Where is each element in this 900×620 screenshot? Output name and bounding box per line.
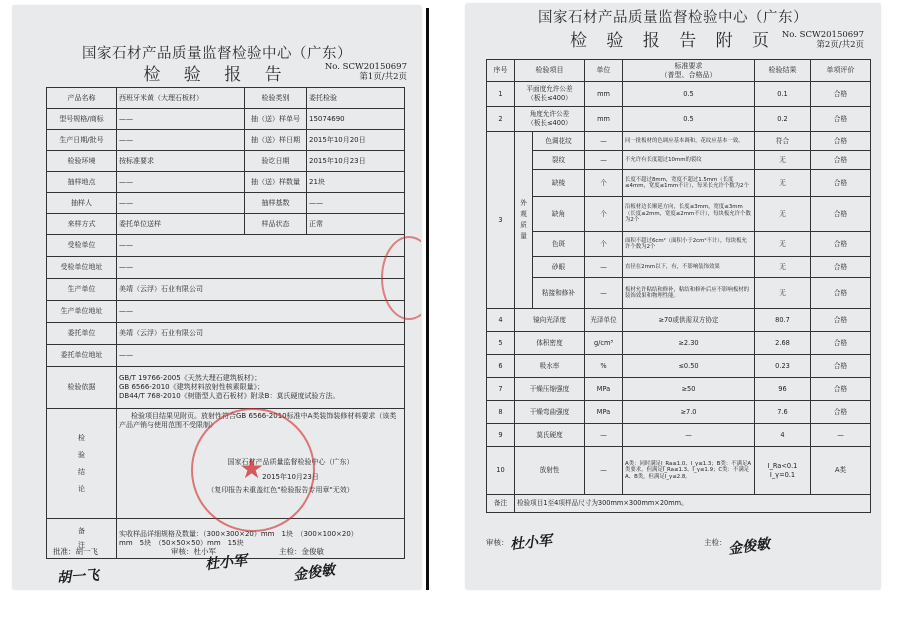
result-row — [487, 309, 871, 332]
unit: g/cm³ — [585, 332, 623, 355]
info-row — [47, 109, 405, 130]
requirement: 板材允许粘结和修补，粘结和修补后应不影响板材的装饰效果和物理性能。 — [623, 278, 755, 309]
field-value: 21块 — [307, 172, 405, 193]
inspector-label: 主检：金俊敏 — [279, 547, 324, 556]
result: 2.68 — [755, 332, 811, 355]
appendix-inspector-signature: 金俊敏 — [727, 536, 772, 558]
field-value: —— — [117, 130, 245, 151]
unit: — — [585, 447, 623, 495]
evaluation: 合格 — [811, 332, 871, 355]
evaluation: 合格 — [811, 132, 871, 151]
approver-label: 批准：胡一飞 — [53, 547, 98, 556]
result: 0.1 — [755, 82, 811, 107]
info-row — [47, 193, 405, 214]
inspector-signature: 金俊敏 — [292, 562, 337, 584]
row-number: 8 — [487, 401, 515, 424]
evaluation: 合格 — [811, 401, 871, 424]
column-header: 标准要求 （普型、合格品） — [623, 60, 755, 82]
row-number: 7 — [487, 378, 515, 401]
result-row — [487, 82, 871, 107]
requirement: 不允许有长度超过10mm的裂纹 — [623, 151, 755, 170]
evaluation: 合格 — [811, 309, 871, 332]
evaluation: — — [811, 424, 871, 447]
requirement: 0.5 — [623, 107, 755, 132]
evaluation: 合格 — [811, 232, 871, 257]
result: 无 — [755, 151, 811, 170]
field-value: 美靖（云浮）石业有限公司 — [117, 279, 405, 301]
remark-row — [487, 495, 871, 513]
info-row — [47, 235, 405, 257]
field-value: —— — [117, 172, 245, 193]
conclusion-note: （复印报告未重盖红色"检验报告专用章"无效） — [207, 486, 354, 494]
field-label: 委托单位地址 — [47, 345, 117, 367]
evaluation: 合格 — [811, 170, 871, 197]
conclusion-org: 国家石材产品质量监督检验中心（广东） — [227, 458, 354, 466]
info-row — [47, 345, 405, 367]
test-item: 放射性 — [515, 447, 585, 495]
remarks-line: mm 5块 （50×50×50）mm 15块 — [119, 538, 244, 547]
column-header: 检验项目 — [515, 60, 585, 82]
row-number: 3 — [487, 132, 515, 309]
test-item: 色斑 — [533, 232, 585, 257]
row-number: 5 — [487, 332, 515, 355]
row-number: 1 — [487, 82, 515, 107]
basis-line: DB44/T 768-2010《树脂型人造石板材》附录B：莫氏硬度试验方法。 — [119, 392, 340, 400]
test-item: 缺棱 — [533, 170, 585, 197]
unit: 光泽单位 — [585, 309, 623, 332]
test-item: 干燥压缩强度 — [515, 378, 585, 401]
field-label: 抽（送）样日期 — [245, 130, 307, 151]
conclusion-date: 2015年10月23日 — [262, 473, 319, 481]
info-row — [47, 257, 405, 279]
field-label: 检验类别 — [245, 88, 307, 109]
field-value: 西班牙米黄（大理石板材） — [117, 88, 245, 109]
info-row — [47, 172, 405, 193]
evaluation: 合格 — [811, 257, 871, 278]
requirement: 直径在2mm以下，有，不影响装饰效果 — [623, 257, 755, 278]
unit: MPa — [585, 401, 623, 424]
test-item: 砂眼 — [533, 257, 585, 278]
evaluation: 合格 — [811, 197, 871, 232]
appearance-row — [487, 151, 871, 170]
unit: 个 — [585, 197, 623, 232]
evaluation: A类 — [811, 447, 871, 495]
requirement: ≥70或供需双方协定 — [623, 309, 755, 332]
center-name-2: 国家石材产品质量监督检验中心（广东） — [538, 10, 808, 26]
result-row — [487, 424, 871, 447]
unit: — — [585, 132, 623, 151]
reviewer-signature: 杜小军 — [204, 552, 248, 574]
basis-line: GB/T 19766-2005《天然大理石建筑板材》； — [119, 374, 262, 382]
test-item: 粘接和修补 — [533, 278, 585, 309]
result: 无 — [755, 232, 811, 257]
field-label: 抽样人 — [47, 193, 117, 214]
field-value: 委托检验 — [307, 88, 405, 109]
evaluation: 合格 — [811, 107, 871, 132]
field-value: 15074690 — [307, 109, 405, 130]
info-row — [47, 214, 405, 235]
result-row — [487, 447, 871, 495]
unit: MPa — [585, 378, 623, 401]
result: 无 — [755, 278, 811, 309]
requirement: ≥2.30 — [623, 332, 755, 355]
results-header-row — [487, 60, 871, 82]
column-header: 序号 — [487, 60, 515, 82]
appearance-row — [487, 257, 871, 278]
report-page-2 — [466, 4, 880, 589]
field-value: 委托单位送样 — [117, 214, 245, 235]
remarks-line: 实收样品详细规格及数量：（300×300×20）mm 1块 （300×100×20） — [119, 529, 358, 538]
page-divider — [426, 8, 429, 590]
field-label: 受检单位 — [47, 235, 117, 257]
field-value: 2015年10月20日 — [307, 130, 405, 151]
appearance-group: 外观质量 — [515, 132, 533, 309]
result: 0.2 — [755, 107, 811, 132]
field-label: 抽样基数 — [245, 193, 307, 214]
conclusion-text: 检验项目结果见附页。放射性符合GB 6566-2010标准中A类装饰装修材料要求（该类产品产销与使用范围不受限制） — [119, 412, 397, 429]
row-number: 4 — [487, 309, 515, 332]
result-row — [487, 378, 871, 401]
field-value: —— — [307, 193, 405, 214]
result: 4 — [755, 424, 811, 447]
field-value: 正常 — [307, 214, 405, 235]
result: 80.7 — [755, 309, 811, 332]
unit: — — [585, 278, 623, 309]
report-title: 检 验 报 告 — [143, 65, 291, 85]
appearance-row — [487, 170, 871, 197]
result: 无 — [755, 257, 811, 278]
unit: mm — [585, 82, 623, 107]
field-label: 型号规格/商标 — [47, 109, 117, 130]
field-label: 样品状态 — [245, 214, 307, 235]
basis-line: GB 6566-2010《建筑材料放射性核素限量》； — [119, 383, 265, 391]
field-value: 2015年10月23日 — [307, 151, 405, 172]
conclusion-label-char: 论 — [78, 484, 85, 493]
unit: — — [585, 151, 623, 170]
field-value: —— — [117, 301, 405, 323]
row-number: 10 — [487, 447, 515, 495]
result: 符合 — [755, 132, 811, 151]
unit: 个 — [585, 170, 623, 197]
row-number: 9 — [487, 424, 515, 447]
report-page-1 — [13, 6, 421, 589]
result: 无 — [755, 197, 811, 232]
info-row — [47, 151, 405, 172]
requirement: 沿板材边长顺延方向，长度≤3mm，宽度≤3mm（长度≤2mm，宽度≤2mm不计），每块板允许个数为2个 — [623, 197, 755, 232]
requirement: 面积不超过6cm²（面积小于2cm²不计），每块板允许个数为2个 — [623, 232, 755, 257]
result-row — [487, 107, 871, 132]
appendix-inspector-label: 主检： — [704, 538, 727, 547]
requirement: 长度不超过8mm，宽度不超过1.5mm（长度≤4mm，宽度≤1mm不计），每米长允许个数为2个 — [623, 170, 755, 197]
requirement: ≤0.50 — [623, 355, 755, 378]
result: 0.23 — [755, 355, 811, 378]
field-value: 按标准要求 — [117, 151, 245, 172]
result: I_Ra<0.1 I_γ=0.1 — [755, 447, 811, 495]
test-item: 色调花纹 — [533, 132, 585, 151]
field-label: 生产单位地址 — [47, 301, 117, 323]
field-label: 抽样地点 — [47, 172, 117, 193]
unit: % — [585, 355, 623, 378]
field-label: 生产单位 — [47, 279, 117, 301]
result-row — [487, 332, 871, 355]
evaluation: 合格 — [811, 82, 871, 107]
unit: — — [585, 257, 623, 278]
test-item: 裂纹 — [533, 151, 585, 170]
remarks-label-char: 备 — [78, 527, 85, 535]
basis-value — [117, 367, 405, 409]
basis-row — [47, 367, 405, 409]
remark-value: 检验项目1至4项样品尺寸为300mm×300mm×20mm。 — [515, 495, 871, 513]
result-row — [487, 401, 871, 424]
center-name: 国家石材产品质量监督检验中心（广东） — [82, 46, 352, 62]
approver-signature: 胡一飞 — [56, 567, 100, 587]
info-row — [47, 279, 405, 301]
appearance-row — [487, 132, 871, 151]
remarks-label-char: 注 — [78, 541, 85, 549]
appearance-row — [487, 232, 871, 257]
field-value: —— — [117, 193, 245, 214]
result: 无 — [755, 170, 811, 197]
seal-star-icon: ★ — [239, 452, 265, 485]
test-item: 平面度允许公差 （板长≤400） — [515, 82, 585, 107]
evaluation: 合格 — [811, 378, 871, 401]
conclusion-label — [47, 409, 117, 519]
info-row — [47, 88, 405, 109]
test-item: 吸水率 — [515, 355, 585, 378]
report-no-text: No. SCW20150697 — [324, 62, 407, 72]
info-row — [47, 130, 405, 151]
report-number — [325, 62, 407, 82]
test-item: 莫氏硬度 — [515, 424, 585, 447]
field-value: —— — [117, 109, 245, 130]
field-label: 来样方式 — [47, 214, 117, 235]
appendix-reviewer-signature: 杜小军 — [509, 532, 553, 554]
field-label: 抽（送）样单号 — [245, 109, 307, 130]
appendix-reviewer-label: 审核： — [486, 538, 509, 547]
requirement: A类：同时满足I_Ra≤1.0、I_γ≤1.3；B类：不满足A类要求，但满足I_Ra≤1.3、I_γ≤1.9；C类：不满足A、B类，但满足I_γ≤2.8。 — [623, 447, 755, 495]
test-item: 体积密度 — [515, 332, 585, 355]
info-row — [47, 301, 405, 323]
page-number: 第1页/共2页 — [359, 72, 407, 82]
field-label: 生产日期/批号 — [47, 130, 117, 151]
field-value: —— — [117, 257, 405, 279]
row-number: 2 — [487, 107, 515, 132]
evaluation: 合格 — [811, 278, 871, 309]
test-item: 角度允许公差 （板长≤400） — [515, 107, 585, 132]
column-header: 单项评价 — [811, 60, 871, 82]
result: 7.6 — [755, 401, 811, 424]
requirement: ≥50 — [623, 378, 755, 401]
field-label: 委托单位 — [47, 323, 117, 345]
conclusion-label-char: 验 — [78, 450, 85, 459]
conclusion-label-char: 结 — [78, 467, 85, 476]
field-value: —— — [117, 345, 405, 367]
field-label: 产品名称 — [47, 88, 117, 109]
test-item: 干燥弯曲强度 — [515, 401, 585, 424]
field-label: 验讫日期 — [245, 151, 307, 172]
field-label: 抽（送）样数量 — [245, 172, 307, 193]
report-no-text-2: No. SCW20150697 — [781, 30, 864, 40]
test-item: 缺角 — [533, 197, 585, 232]
appearance-row — [487, 197, 871, 232]
remark-label: 备注 — [487, 495, 515, 513]
unit: — — [585, 424, 623, 447]
column-header: 单位 — [585, 60, 623, 82]
row-number: 6 — [487, 355, 515, 378]
reviewer-label: 审核：杜小军 — [171, 547, 216, 556]
report-number-2 — [782, 30, 864, 50]
unit: 个 — [585, 232, 623, 257]
appearance-row — [487, 278, 871, 309]
field-label: 受检单位地址 — [47, 257, 117, 279]
requirement: 0.5 — [623, 82, 755, 107]
evaluation: 合格 — [811, 355, 871, 378]
requirement: ≥7.0 — [623, 401, 755, 424]
appendix-title: 检 验 报 告 附 页 — [569, 31, 777, 51]
field-label: 检验环境 — [47, 151, 117, 172]
result-row — [487, 355, 871, 378]
result: 96 — [755, 378, 811, 401]
info-row — [47, 323, 405, 345]
basis-label: 检验依据 — [47, 367, 117, 409]
field-value: —— — [117, 235, 405, 257]
column-header: 检验结果 — [755, 60, 811, 82]
test-item: 镜向光泽度 — [515, 309, 585, 332]
conclusion-label-char: 检 — [78, 433, 85, 442]
results-table — [486, 59, 871, 513]
requirement: — — [623, 424, 755, 447]
page-number-2: 第2页/共2页 — [816, 40, 864, 50]
unit: mm — [585, 107, 623, 132]
requirement: 同一批板材的色调应基本调和，花纹应基本一致。 — [623, 132, 755, 151]
field-value: 美靖（云浮）石业有限公司 — [117, 323, 405, 345]
evaluation: 合格 — [811, 151, 871, 170]
